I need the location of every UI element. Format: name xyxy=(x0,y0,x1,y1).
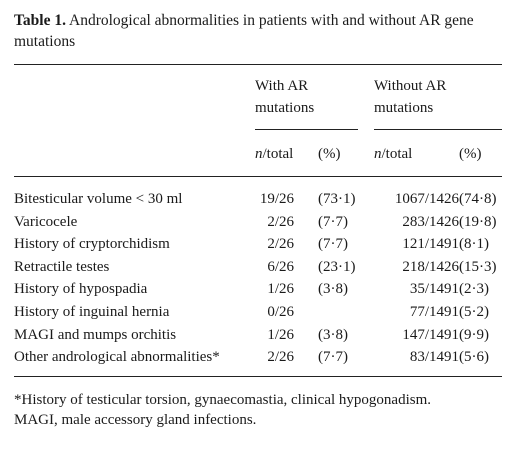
group-rule-without-ar xyxy=(374,129,502,130)
with-ar-percent: (3·8) xyxy=(318,281,348,298)
with-ar-percent: (7·7) xyxy=(318,349,348,366)
row-label: History of cryptorchidism xyxy=(14,236,170,253)
row-label: Bitesticular volume < 30 ml xyxy=(14,191,183,207)
group-header-with-ar-line2: mutations xyxy=(255,100,315,116)
with-ar-n-total: 0/26 xyxy=(267,304,294,320)
without-ar-n-total: 218/1426 xyxy=(402,258,459,275)
row-label: Other andrological abnormalities* xyxy=(14,349,220,366)
top-rule xyxy=(14,64,502,65)
without-ar-percent: (5·2) xyxy=(459,304,489,320)
without-ar-percent: (19·8) xyxy=(459,213,497,230)
footnote-2: MAGI, male accessory gland infections. xyxy=(14,412,257,428)
header-rule xyxy=(14,176,502,177)
without-ar-percent: (8·1) xyxy=(459,236,489,253)
with-ar-percent: (3·8) xyxy=(318,326,348,343)
subheader-without-n-total xyxy=(374,145,412,163)
with-ar-n-total: 1/26 xyxy=(267,326,294,343)
row-label: Varicocele xyxy=(14,213,78,230)
without-ar-percent: (9·9) xyxy=(459,326,489,343)
with-ar-n-total: 19/26 xyxy=(259,191,294,207)
without-ar-n-total: 77/1491 xyxy=(409,304,459,320)
without-ar-n-total: 83/1491 xyxy=(409,349,459,366)
footnote-1: *History of testicular torsion, gynaecomastia, clinical hypogonadism. xyxy=(14,392,431,408)
subheader-with-n-total xyxy=(255,145,293,163)
table-caption xyxy=(14,10,508,52)
group-rule-with-ar xyxy=(255,129,358,130)
without-ar-n-total: 147/1491 xyxy=(402,326,459,343)
with-ar-n-total: 2/26 xyxy=(267,213,294,230)
without-ar-percent: (5·6) xyxy=(459,349,489,366)
without-ar-n-total: 1067/1426 xyxy=(394,191,459,207)
n-italic: n xyxy=(255,146,263,162)
without-ar-n-total: 283/1426 xyxy=(402,213,459,230)
with-ar-percent: (23·1) xyxy=(318,258,356,275)
n-italic: n xyxy=(374,146,382,162)
with-ar-n-total: 2/26 xyxy=(267,236,294,253)
total-text: /total xyxy=(381,146,413,162)
without-ar-percent: (74·8) xyxy=(459,191,497,207)
without-ar-percent: (2·3) xyxy=(459,281,489,298)
with-ar-percent: (7·7) xyxy=(318,236,348,253)
group-header-without-ar-line1: Without AR xyxy=(374,78,447,94)
with-ar-n-total: 2/26 xyxy=(267,349,294,366)
table-title: Andrological abnormalities in patients with and without AR gene mutations xyxy=(14,12,474,50)
with-ar-percent: (7·7) xyxy=(318,213,348,230)
group-header-without-ar-line2: mutations xyxy=(374,100,434,116)
row-label: History of hypospadia xyxy=(14,281,148,298)
subheader-with-pct: (%) xyxy=(318,146,341,162)
without-ar-percent: (15·3) xyxy=(459,258,497,275)
with-ar-percent: (73·1) xyxy=(318,191,356,207)
subheader-without-pct: (%) xyxy=(459,146,482,162)
with-ar-n-total: 1/26 xyxy=(267,281,294,298)
without-ar-n-total: 121/1491 xyxy=(402,236,459,253)
with-ar-n-total: 6/26 xyxy=(267,258,294,275)
group-header-with-ar-line1: With AR xyxy=(255,78,309,94)
total-text: /total xyxy=(262,146,294,162)
row-label: History of inguinal hernia xyxy=(14,304,170,320)
row-label: MAGI and mumps orchitis xyxy=(14,326,177,343)
row-label: Retractile testes xyxy=(14,258,110,275)
table-label: Table 1. xyxy=(14,12,66,29)
bottom-rule xyxy=(14,376,502,377)
without-ar-n-total: 35/1491 xyxy=(409,281,459,298)
